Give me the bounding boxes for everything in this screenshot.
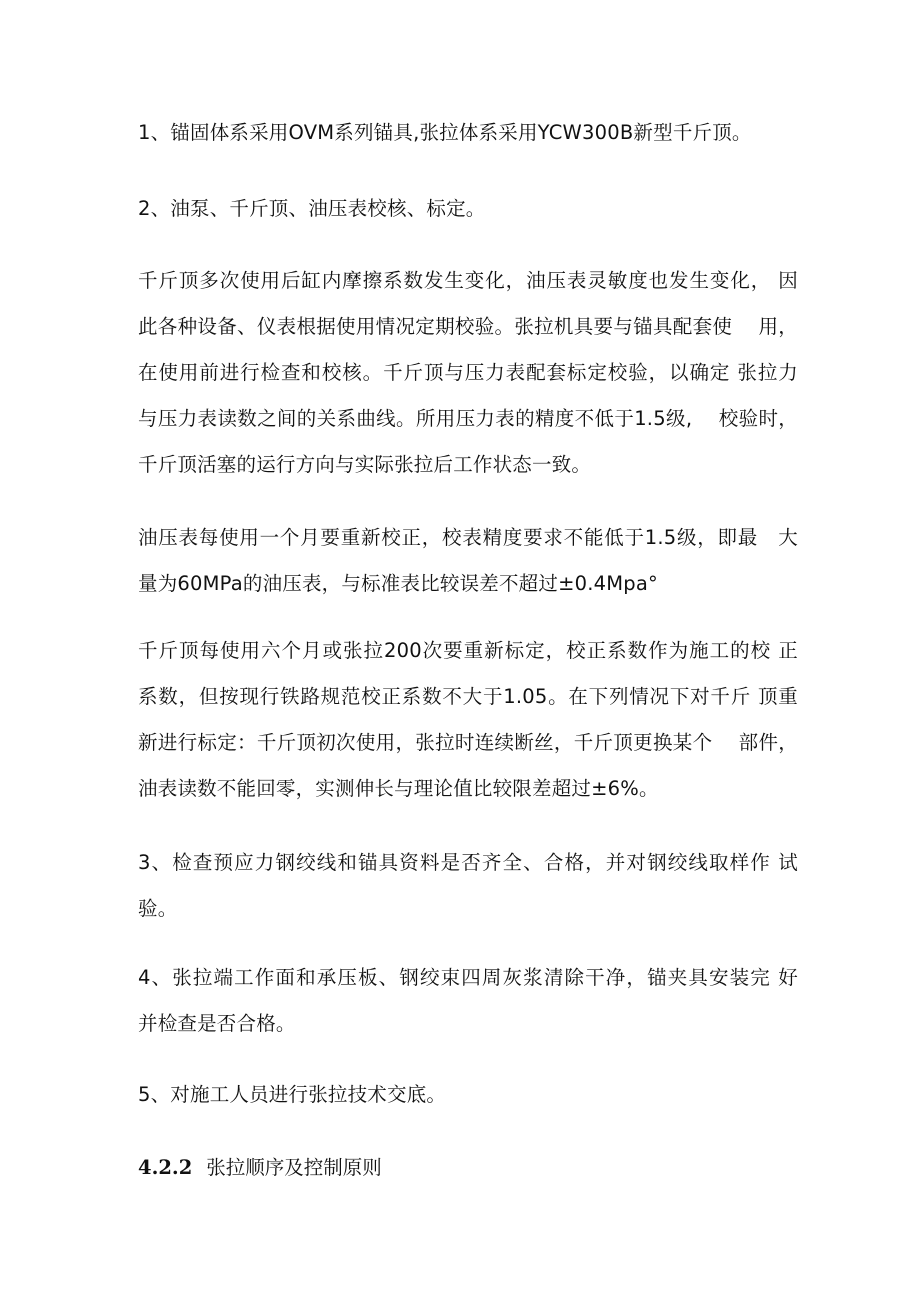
text-line: 2、油泵、千斤顶、油压表校核、标定。 (138, 197, 486, 220)
paragraph-calibration-title (138, 186, 798, 232)
text-line: 千斤顶每使用六个月或张拉200次要重新标定，校正系数作为施工的校 正 (138, 639, 798, 662)
paragraph-jack-calibration (138, 258, 798, 488)
paragraph-jack-recalibration (138, 628, 798, 812)
text-line: 油表读数不能回零，实测伸长与理论值比较限差超过±6%。 (138, 777, 659, 800)
paragraph-strand-inspection (138, 840, 798, 932)
text-line: 验。 (138, 897, 178, 920)
text-line: 5、对施工人员进行张拉技术交底。 (138, 1083, 447, 1106)
text-line: 与压力表读数之间的关系曲线。所用压力表的精度不低于1.5级, 校验时， (138, 407, 798, 430)
text-line: 量为60MPa的油压表，与标准表比较误差不超过±0.4Mpa° (138, 572, 658, 595)
paragraph-technical-briefing (138, 1072, 798, 1118)
text-line: 油压表每使用一个月要重新校正，校表精度要求不能低于1.5级，即最 大 (138, 526, 798, 549)
section-title: 张拉顺序及控制原则 (206, 1156, 382, 1179)
text-line: 千斤顶活塞的运行方向与实际张拉后工作状态一致。 (138, 453, 592, 476)
text-line: 新进行标定：千斤顶初次使用，张拉时连续断丝，千斤顶更换某个 部件， (138, 731, 798, 754)
paragraph-gauge-calibration (138, 515, 798, 607)
text-line: 4、张拉端工作面和承压板、钢绞束四周灰浆清除干净，锚夹具安装完 好 (138, 966, 798, 989)
section-heading (138, 1148, 382, 1188)
text-line: 千斤顶多次使用后缸内摩擦系数发生变化，油压表灵敏度也发生变化， 因 (138, 269, 798, 292)
text-line: 3、检查预应力钢绞线和锚具资料是否齐全、合格，并对钢绞线取样作 试 (138, 851, 798, 874)
paragraph-work-surface (138, 955, 798, 1047)
text-line: 系数，但按现行铁路规范校正系数不大于1.05。在下列情况下对千斤 顶重 (138, 685, 798, 708)
text-line: 在使用前进行检查和校核。千斤顶与压力表配套标定校验，以确定 张拉力 (138, 361, 798, 384)
text-line: 此各种设备、仪表根据使用情况定期校验。张拉机具要与锚具配套使 用， (138, 315, 798, 338)
paragraph-anchorage-system (138, 110, 798, 156)
text-line: 并检查是否合格。 (138, 1012, 296, 1035)
text-line: 1、锚固体系采用OVM系列锚具,张拉体系采用YCW300B新型千斤顶。 (138, 121, 752, 144)
section-number: 4.2.2 (138, 1156, 193, 1179)
